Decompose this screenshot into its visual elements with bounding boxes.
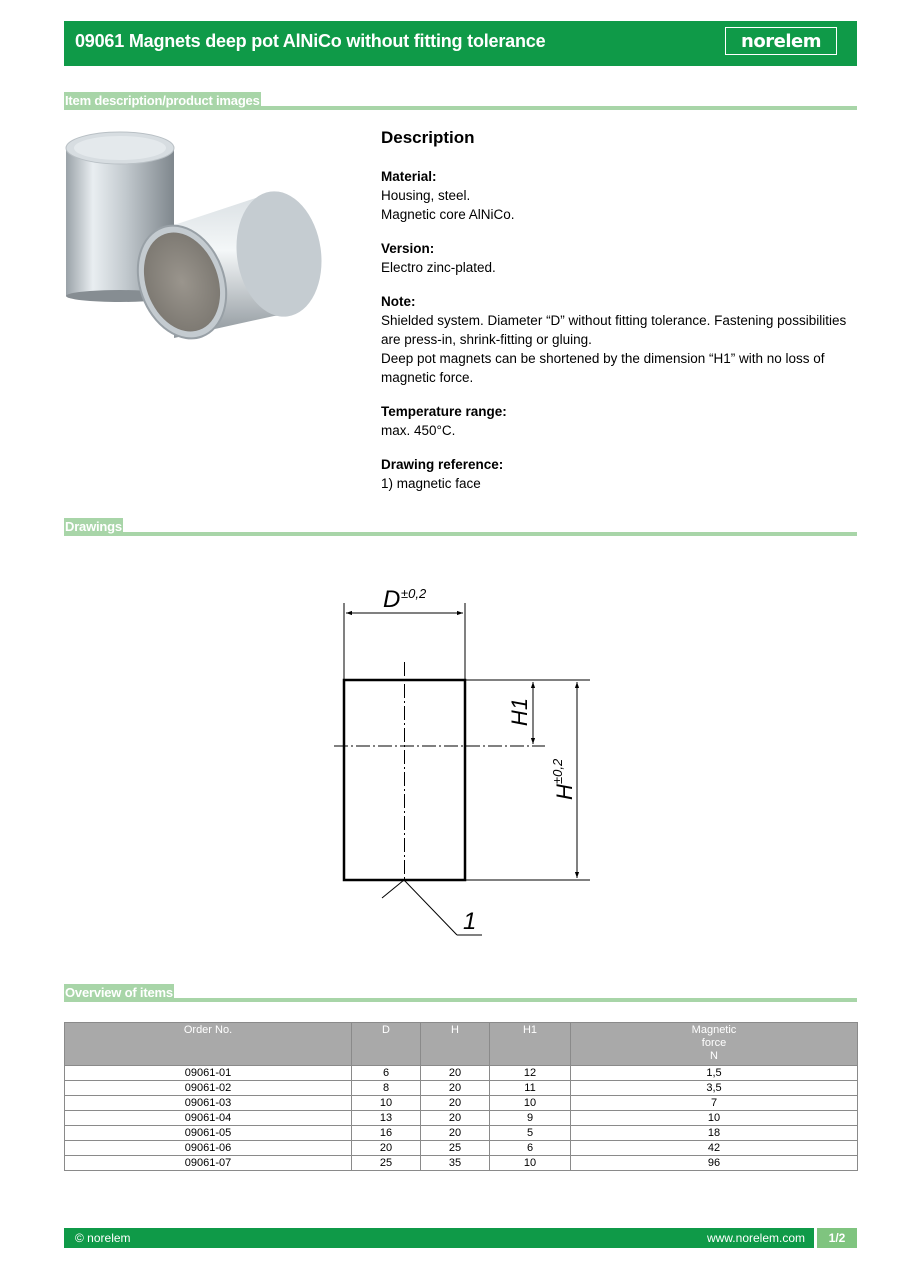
cell-order-no: 09061-07: [65, 1156, 352, 1171]
table-row: [65, 1081, 858, 1096]
description-heading: Description: [381, 128, 475, 147]
cell-force: 7: [571, 1096, 858, 1111]
cell-h: 20: [421, 1126, 490, 1141]
cell-order-no: 09061-01: [65, 1066, 352, 1081]
page-title: 09061 Magnets deep pot AlNiCo without fitting tolerance: [75, 31, 546, 51]
temperature-line: max. 450°C.: [381, 423, 456, 438]
note-label: Note:: [381, 294, 416, 309]
drawing-reference-line: 1) magnetic face: [381, 476, 481, 491]
cell-d: 20: [352, 1141, 421, 1156]
cell-order-no: 09061-03: [65, 1096, 352, 1111]
header-order-no: Order No.: [65, 1023, 352, 1066]
cell-order-no: 09061-02: [65, 1081, 352, 1096]
note-line: Shielded system. Diameter “D” without fitting tolerance. Fastening possibilities are press-in, shrink-fitting or gluing.: [381, 313, 847, 347]
table-row: [65, 1156, 858, 1171]
cell-h: 20: [421, 1066, 490, 1081]
section-rule: [64, 998, 857, 1002]
material-label: Material:: [381, 169, 437, 184]
version-block: [381, 239, 861, 277]
section-overview: [64, 984, 857, 1002]
reference-number: 1: [463, 908, 477, 935]
cell-h: 20: [421, 1096, 490, 1111]
table-row: [65, 1096, 858, 1111]
cell-h: 35: [421, 1156, 490, 1171]
cell-order-no: 09061-04: [65, 1111, 352, 1126]
note-line: Deep pot magnets can be shortened by the dimension “H1” with no loss of magnetic force.: [381, 351, 825, 385]
drawing-reference-label: Drawing reference:: [381, 457, 504, 472]
cell-force: 3,5: [571, 1081, 858, 1096]
cell-d: 13: [352, 1111, 421, 1126]
cell-h1: 6: [490, 1141, 571, 1156]
d-label: D: [383, 586, 401, 613]
temperature-block: [381, 402, 861, 440]
table-row: [65, 1141, 858, 1156]
cell-h1: 10: [490, 1156, 571, 1171]
page-number: 1/2: [814, 1228, 857, 1248]
items-table: [64, 1022, 858, 1171]
cell-force: 42: [571, 1141, 858, 1156]
section-label: Overview of items: [65, 985, 173, 1000]
section-label: Drawings: [65, 519, 122, 534]
version-line: Electro zinc-plated.: [381, 260, 496, 275]
cell-h1: 5: [490, 1126, 571, 1141]
cell-d: 25: [352, 1156, 421, 1171]
cell-d: 8: [352, 1081, 421, 1096]
cell-order-no: 09061-05: [65, 1126, 352, 1141]
cell-force: 18: [571, 1126, 858, 1141]
logo-text: norelem: [741, 30, 821, 52]
header-d: D: [352, 1023, 421, 1066]
cell-h1: 11: [490, 1081, 571, 1096]
material-line: Magnetic core AlNiCo.: [381, 207, 515, 222]
cell-h1: 9: [490, 1111, 571, 1126]
cell-h1: 12: [490, 1066, 571, 1081]
section-rule: [64, 532, 857, 536]
d-tolerance: ±0,2: [401, 586, 427, 601]
cell-h1: 10: [490, 1096, 571, 1111]
material-block: [381, 167, 861, 224]
cell-h: 20: [421, 1111, 490, 1126]
norelem-logo: [725, 27, 837, 55]
h-tolerance: ±0,2: [550, 758, 565, 784]
table-row: [65, 1126, 858, 1141]
cell-force: 10: [571, 1111, 858, 1126]
cell-order-no: 09061-06: [65, 1141, 352, 1156]
drawing-reference-block: [381, 455, 861, 493]
header-magnetic-force: Magnetic force N: [571, 1023, 858, 1066]
page-header: [64, 21, 857, 66]
product-image: [64, 130, 324, 345]
h1-label: H1: [507, 697, 532, 727]
temperature-label: Temperature range:: [381, 404, 507, 419]
cell-d: 10: [352, 1096, 421, 1111]
footer-website-link[interactable]: www.norelem.com: [706, 1231, 805, 1245]
cell-force: 96: [571, 1156, 858, 1171]
footer-copyright: © norelem: [75, 1231, 131, 1245]
note-block: [381, 292, 861, 387]
table-row: [65, 1066, 858, 1081]
cell-force: 1,5: [571, 1066, 858, 1081]
cell-d: 16: [352, 1126, 421, 1141]
cell-d: 6: [352, 1066, 421, 1081]
h-label: H: [552, 784, 577, 800]
technical-drawing: [320, 570, 620, 950]
section-item-description: [64, 92, 857, 110]
header-h1: H1: [490, 1023, 571, 1066]
cell-h: 20: [421, 1081, 490, 1096]
reference-leader: [404, 880, 457, 935]
page-footer: [64, 1228, 857, 1248]
table-header-row: [65, 1023, 858, 1066]
material-line: Housing, steel.: [381, 188, 471, 203]
cell-h: 25: [421, 1141, 490, 1156]
description-panel: [381, 128, 861, 508]
header-h: H: [421, 1023, 490, 1066]
version-label: Version:: [381, 241, 435, 256]
section-drawings: [64, 518, 857, 536]
table-row: [65, 1111, 858, 1126]
section-label: Item description/product images: [65, 93, 260, 108]
